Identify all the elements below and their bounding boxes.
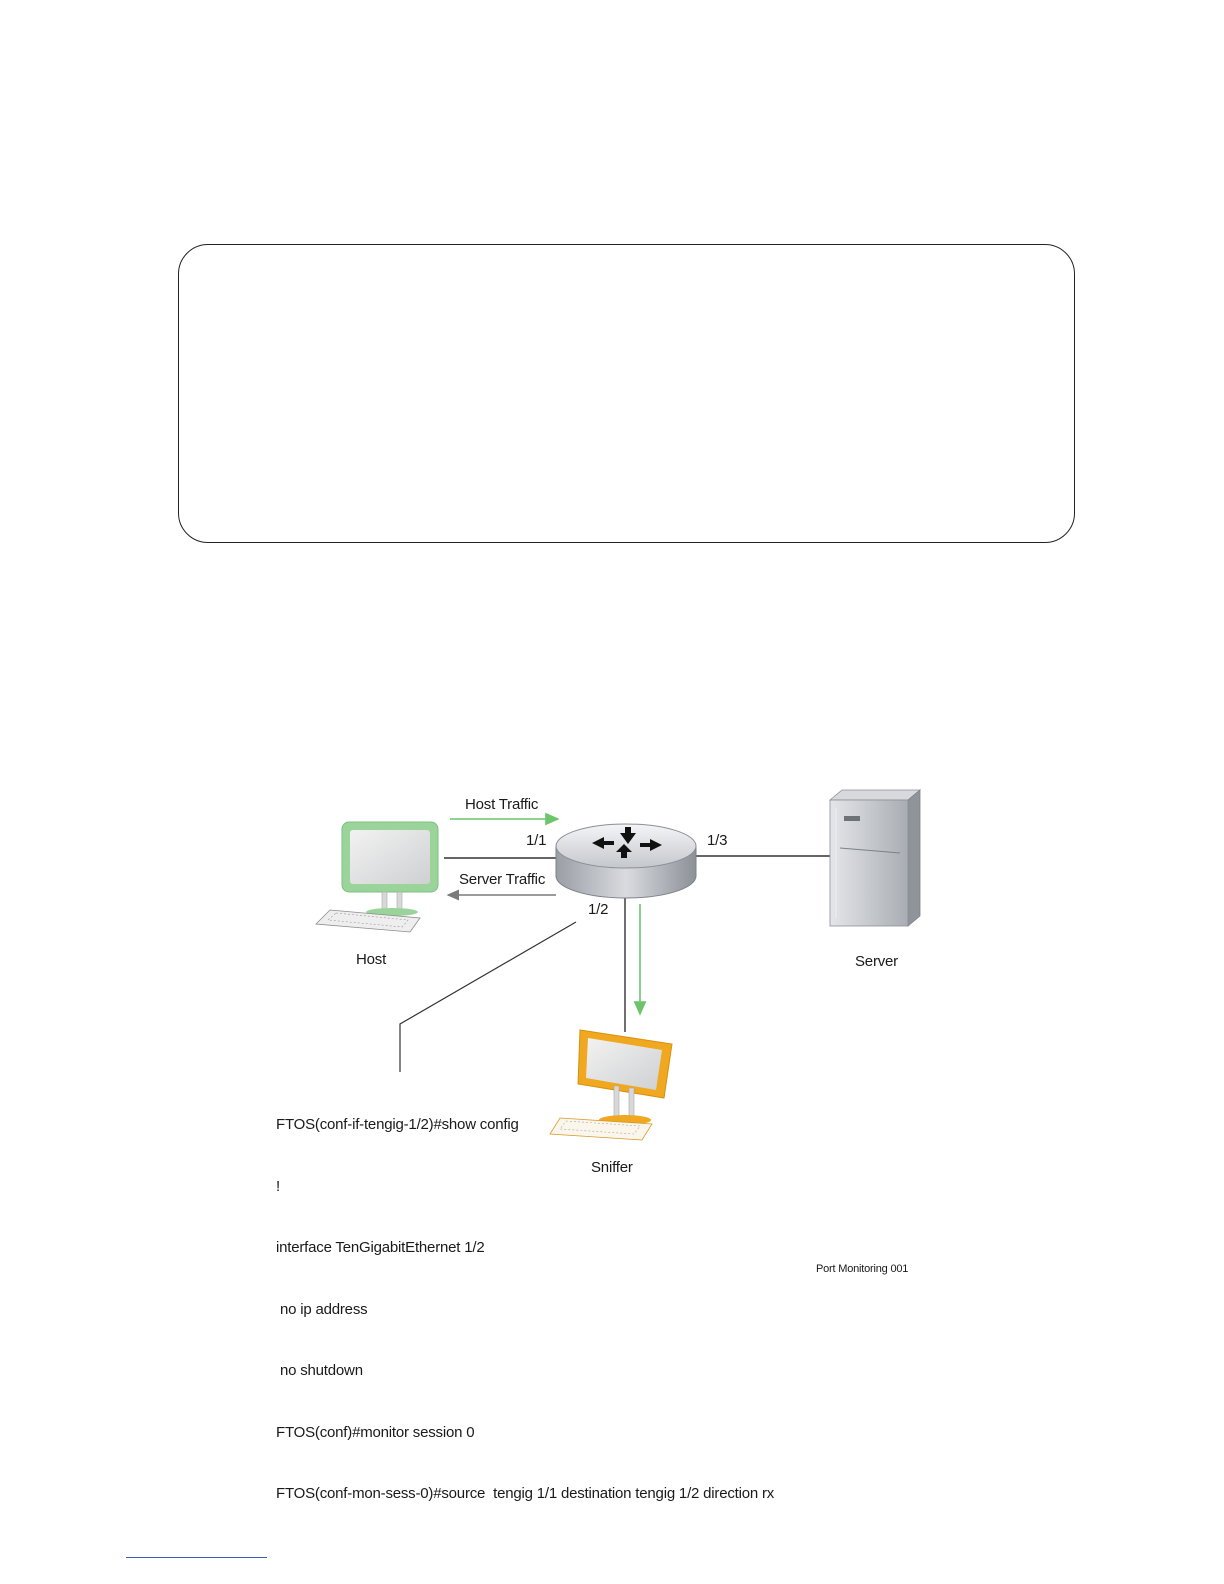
cli-config-block	[276, 1074, 774, 1525]
host-label: Host	[356, 951, 387, 968]
cli-line: no ip address	[276, 1300, 368, 1318]
server-traffic-label: Server Traffic	[459, 871, 546, 888]
port-1-3-label: 1/3	[707, 832, 728, 849]
cli-line: no shutdown	[276, 1362, 363, 1379]
figure-id-label: Port Monitoring 001	[816, 1263, 909, 1275]
cli-line: FTOS(conf)#monitor session 0	[276, 1423, 475, 1441]
sniffer-label: Sniffer	[591, 1159, 633, 1176]
server-label: Server	[855, 953, 898, 970]
server-icon	[830, 790, 920, 926]
host-computer-icon	[316, 822, 438, 932]
cli-line: FTOS(conf-mon-sess-0)#source tengig 1/1 destination tengig 1/2 direction rx	[276, 1485, 775, 1502]
port-1-2-label: 1/2	[588, 901, 609, 918]
router-icon	[556, 824, 696, 898]
cli-line: interface TenGigabitEthernet 1/2	[276, 1239, 485, 1256]
cli-line: !	[276, 1177, 280, 1195]
cli-callout-line	[400, 922, 576, 1072]
host-traffic-label: Host Traffic	[465, 796, 539, 813]
footer-rule	[126, 1557, 267, 1558]
port-1-1-label: 1/1	[526, 832, 547, 849]
cli-line: FTOS(conf-if-tengig-1/2)#show config	[276, 1116, 519, 1133]
